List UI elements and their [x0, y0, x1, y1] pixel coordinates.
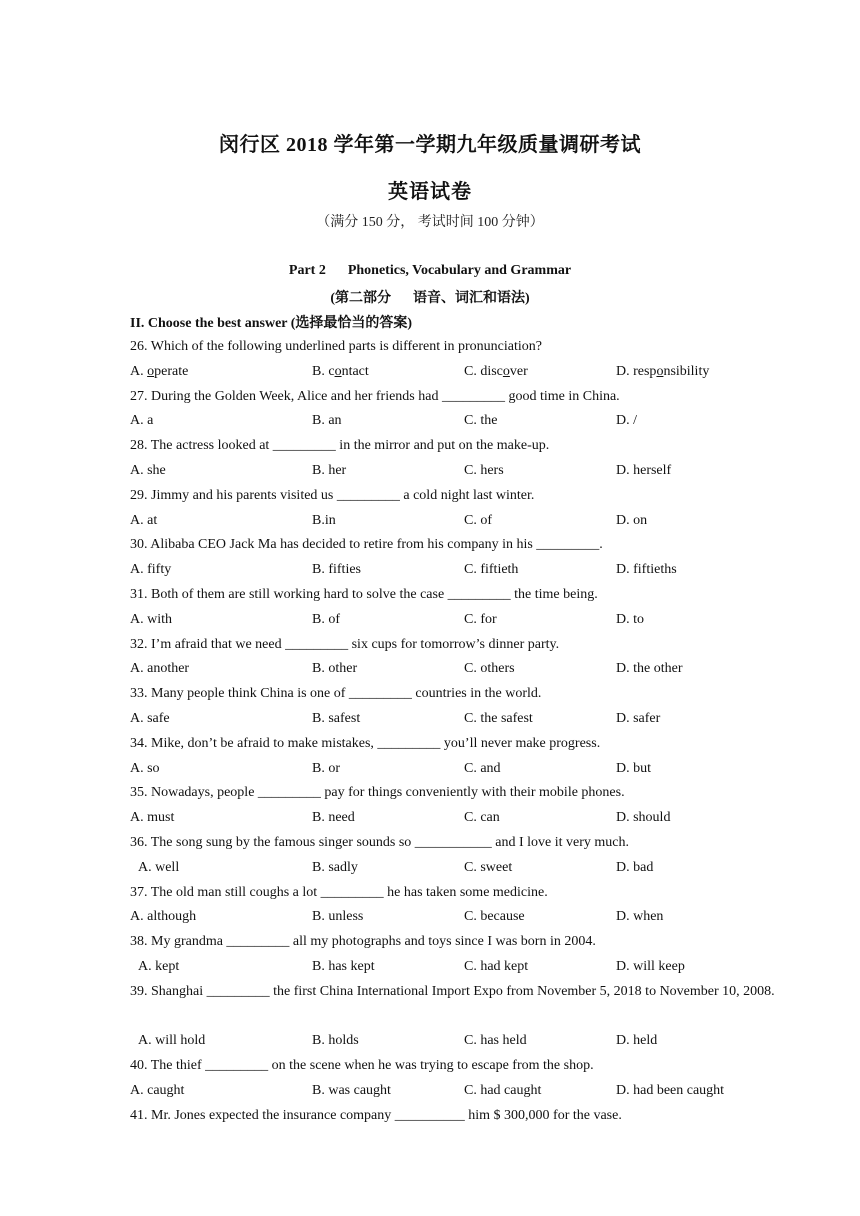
options-40: [130, 1079, 790, 1104]
option-34-c: C. and: [464, 760, 501, 776]
option-29-d: D. on: [616, 512, 648, 528]
option-34-a: A. so: [130, 760, 160, 776]
options-31: [130, 608, 790, 633]
option-32-c: C. others: [464, 661, 515, 677]
options-39: [138, 1029, 798, 1054]
options-27: [130, 409, 790, 434]
option-28-a: A. she: [130, 462, 166, 478]
option-27-a: A. a: [130, 413, 154, 429]
options-34: [130, 757, 790, 782]
question-list: [130, 335, 790, 1129]
option-37-b: B. unless: [312, 909, 364, 925]
underlined-letter: o: [502, 363, 510, 379]
options-38: [138, 955, 798, 980]
part-cn-label: (第二部分: [330, 291, 391, 306]
part-heading: [0, 263, 860, 279]
option-38-c: C. had kept: [464, 958, 529, 974]
option-29-a: A. at: [130, 512, 158, 528]
question-33: 33. Many people think China is one of _________ countries in the world.: [130, 686, 542, 702]
option-39-b: B. holds: [312, 1033, 359, 1049]
option-27-d: D. /: [616, 413, 637, 429]
option-31-c: C. for: [464, 611, 497, 627]
option-33-a: A. safe: [130, 710, 170, 726]
option-38-a: A. kept: [138, 958, 180, 974]
option-26-a: A. operate: [130, 363, 189, 379]
option-39-d: D. held: [616, 1033, 658, 1049]
question-26: 26. Which of the following underlined parts is different in pronunciation?: [130, 339, 542, 354]
underlined-letter: o: [656, 363, 664, 379]
option-38-b: B. has kept: [312, 958, 375, 974]
option-40-a: A. caught: [130, 1082, 185, 1098]
option-33-c: C. the safest: [464, 710, 533, 726]
option-33-b: B. safest: [312, 710, 361, 726]
options-26: [130, 360, 790, 385]
option-36-b: B. sadly: [312, 859, 358, 875]
question-31: 31. Both of them are still working hard to solve the case _________ the time being.: [130, 586, 598, 602]
option-36-c: C. sweet: [464, 859, 513, 875]
exam-note: （满分 150 分， 考试时间 100 分钟）: [316, 215, 544, 230]
question-34: 34. Mike, don’t be afraid to make mistakes, _________ you’ll never make progress.: [130, 735, 601, 751]
option-30-b: B. fifties: [312, 562, 361, 578]
option-39-c: C. has held: [464, 1033, 527, 1049]
option-29-b: B.in: [312, 512, 336, 528]
option-29-c: C. of: [464, 512, 492, 528]
question-39: 39. Shanghai _________ the first China International Import Expo from November 5, 2018 to November 10, 2008.: [130, 983, 775, 999]
option-40-c: C. had caught: [464, 1082, 542, 1098]
option-28-d: D. herself: [616, 462, 672, 478]
underlined-letter: o: [147, 363, 155, 379]
option-31-b: B. of: [312, 611, 340, 627]
option-40-d: D. had been caught: [616, 1082, 725, 1098]
option-39-a: A. will hold: [138, 1033, 206, 1049]
option-35-d: D. should: [616, 810, 671, 826]
options-32: [130, 657, 790, 682]
part-label: Part 2: [288, 263, 326, 278]
part-name: Phonetics, Vocabulary and Grammar: [347, 263, 572, 278]
option-36-a: A. well: [138, 859, 180, 875]
exam-subtitle: 英语试卷: [388, 181, 472, 203]
option-30-a: A. fifty: [130, 562, 172, 578]
option-37-c: C. because: [464, 909, 525, 925]
exam-title: 闵行区 2018 学年第一学期九年级质量调研考试: [219, 134, 641, 156]
option-26-d: D. responsibility: [616, 363, 710, 379]
option-32-d: D. the other: [616, 661, 683, 677]
option-32-a: A. another: [130, 661, 190, 677]
option-37-d: D. when: [616, 909, 664, 925]
option-30-c: C. fiftieth: [464, 562, 519, 578]
option-30-d: D. fiftieths: [616, 562, 677, 578]
section-title: II. Choose the best answer (选择最恰当的答案): [130, 316, 413, 331]
option-34-d: D. but: [616, 760, 651, 776]
option-33-d: D. safer: [616, 710, 661, 726]
option-35-b: B. need: [312, 810, 355, 826]
options-28: [130, 459, 790, 484]
part-heading-cn: [0, 287, 860, 307]
option-28-b: B. her: [312, 462, 347, 478]
question-38: 38. My grandma _________ all my photographs and toys since I was born in 2004.: [130, 934, 596, 950]
option-34-b: B. or: [312, 760, 340, 776]
options-37: [130, 905, 790, 930]
option-26-b: B. contact: [312, 363, 369, 379]
option-31-d: D. to: [616, 611, 644, 627]
options-35: [130, 806, 790, 831]
question-36: 36. The song sung by the famous singer sounds so ___________ and I love it very much.: [130, 834, 630, 850]
option-27-b: B. an: [312, 413, 342, 429]
option-35-a: A. must: [130, 810, 175, 826]
question-27: 27. During the Golden Week, Alice and her friends had _________ good time in China.: [130, 388, 620, 404]
question-35: 35. Nowadays, people _________ pay for things conveniently with their mobile phones.: [130, 785, 625, 801]
option-32-b: B. other: [312, 661, 358, 677]
options-29: [130, 509, 790, 534]
options-33: [130, 707, 790, 732]
underlined-letter: o: [334, 363, 342, 379]
question-28: 28. The actress looked at _________ in the mirror and put on the make-up.: [130, 438, 550, 454]
option-36-d: D. bad: [616, 859, 654, 875]
question-30: 30. Alibaba CEO Jack Ma has decided to retire from his company in his _________.: [130, 537, 603, 553]
question-41: 41. Mr. Jones expected the insurance company __________ him $ 300,000 for the vase.: [130, 1107, 622, 1123]
option-27-c: C. the: [464, 413, 498, 429]
option-26-c: C. discover: [464, 363, 528, 379]
question-40: 40. The thief _________ on the scene when he was trying to escape from the shop.: [130, 1058, 594, 1074]
options-36: [138, 856, 798, 881]
option-31-a: A. with: [130, 611, 172, 627]
options-30: [130, 558, 790, 583]
part-cn-name: 语音、词汇和语法): [413, 291, 530, 306]
question-37: 37. The old man still coughs a lot _________ he has taken some medicine.: [130, 884, 548, 900]
option-28-c: C. hers: [464, 462, 504, 478]
option-38-d: D. will keep: [616, 958, 685, 974]
question-29: 29. Jimmy and his parents visited us _________ a cold night last winter.: [130, 487, 535, 503]
question-32: 32. I’m afraid that we need _________ six cups for tomorrow’s dinner party.: [130, 636, 560, 652]
option-35-c: C. can: [464, 810, 500, 826]
option-37-a: A. although: [130, 909, 197, 925]
option-40-b: B. was caught: [312, 1082, 391, 1098]
